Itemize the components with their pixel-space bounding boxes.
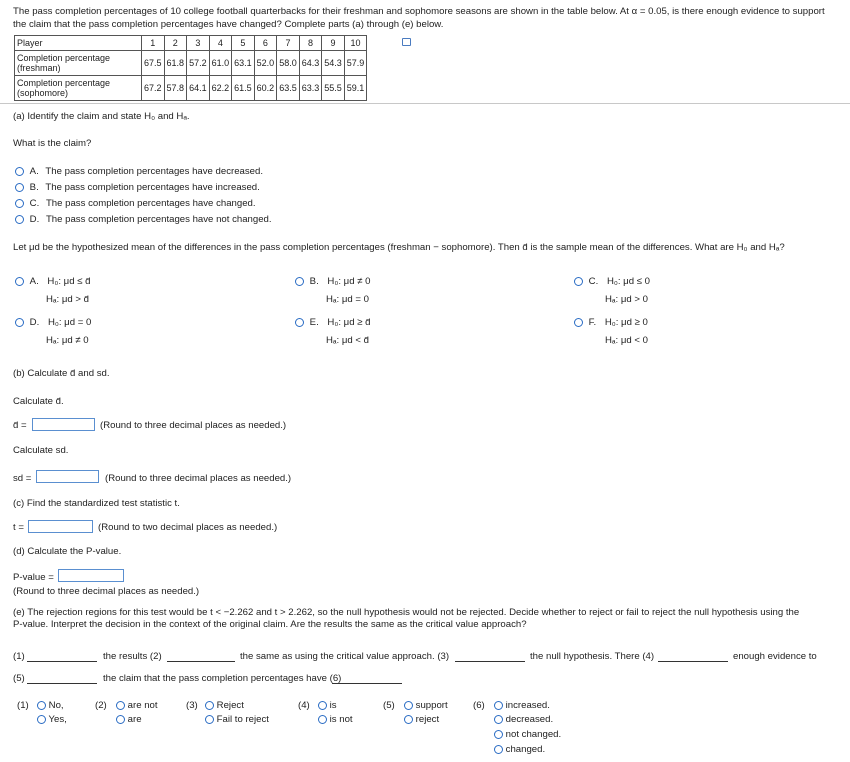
dbar-input[interactable]: [32, 418, 95, 431]
option-text: Fail to reject: [216, 714, 269, 725]
option-text: Reject: [216, 700, 244, 711]
radio-button[interactable]: [318, 715, 327, 724]
calc-dbar-label: Calculate d̄.: [13, 396, 64, 407]
t-label: t =: [13, 522, 24, 533]
radio-button[interactable]: [205, 701, 214, 710]
hyp-h0: H₀: μd ≠ 0: [327, 276, 371, 287]
table-cell: 62.2: [209, 76, 232, 101]
option-letter: C.: [29, 198, 40, 209]
table-header-label: Player: [15, 36, 142, 51]
blank-1[interactable]: [27, 652, 97, 662]
problem-intro-line2: the claim that the pass completion percentages have changed? Complete parts (a) through (e) below.: [13, 19, 444, 30]
table-cell: 8: [299, 36, 322, 51]
table-cell: 67.2: [142, 76, 165, 101]
table-cell: 60.2: [254, 76, 277, 101]
option-text: increased.: [505, 700, 550, 711]
blank-label-6: the claim that the pass completion percentages have (6): [103, 673, 342, 684]
part-e-line2: P-value. Interpret the decision in the context of the original claim. Are the results the same as the critical value approach?: [13, 619, 527, 630]
dbar-hint: (Round to three decimal places as needed.): [100, 420, 287, 431]
claim-option-c[interactable]: [15, 198, 256, 209]
table-row-sophomore: [15, 76, 367, 101]
option-letter: C.: [588, 276, 599, 287]
claim-question: What is the claim?: [13, 138, 92, 149]
hyp-h0: H₀: μd = 0: [47, 317, 92, 328]
sd-input[interactable]: [36, 470, 99, 483]
group-2-option[interactable]: [116, 700, 158, 711]
group-3-option[interactable]: [205, 714, 269, 725]
table-cell: 57.9: [344, 51, 367, 76]
pvalue-input[interactable]: [58, 569, 124, 582]
hyp-h0: H₀: μd ≥ 0: [604, 317, 648, 328]
table-cell: 61.8: [164, 51, 187, 76]
claim-option-b[interactable]: [15, 182, 260, 193]
table-cell: 64.1: [187, 76, 210, 101]
hyp-h0: H₀: μd ≥ d̄: [327, 317, 371, 328]
table-cell: 10: [344, 36, 367, 51]
group-1-option[interactable]: [37, 714, 67, 725]
radio-button[interactable]: [15, 199, 24, 208]
group-6-option[interactable]: [494, 729, 561, 740]
radio-button[interactable]: [15, 277, 24, 286]
radio-button[interactable]: [574, 318, 583, 327]
data-table: [14, 35, 367, 101]
table-cell: 58.0: [277, 51, 300, 76]
option-text: not changed.: [505, 729, 562, 740]
radio-button[interactable]: [116, 701, 125, 710]
table-cell: 3: [187, 36, 210, 51]
table-cell: 63.3: [299, 76, 322, 101]
option-text: support: [415, 700, 448, 711]
hyp-option-a[interactable]: [15, 276, 90, 287]
blank-label-1: (1): [13, 651, 25, 662]
radio-button[interactable]: [37, 701, 46, 710]
sd-hint: (Round to three decimal places as needed.): [105, 473, 292, 484]
group-4-option[interactable]: [318, 700, 337, 711]
blank-label-3: the same as using the critical value approach. (3): [240, 651, 450, 662]
radio-button[interactable]: [15, 215, 24, 224]
pvalue-hint: (Round to three decimal places as needed.): [13, 586, 200, 597]
sd-label: sd =: [13, 473, 32, 484]
group-6-option[interactable]: [494, 700, 550, 711]
t-input[interactable]: [28, 520, 93, 533]
hyp-ha: Hₐ: μd > d̄: [46, 294, 89, 305]
table-cell: 2: [164, 36, 187, 51]
option-letter: B.: [29, 182, 39, 193]
table-cell: 4: [209, 36, 232, 51]
table-cell: 59.1: [344, 76, 367, 101]
table-cell: 63.1: [232, 51, 255, 76]
table-cell: 57.2: [187, 51, 210, 76]
option-letter: A.: [29, 276, 39, 287]
blank-label-5: (5): [13, 673, 25, 684]
group-2-num: (2): [95, 700, 107, 711]
radio-button[interactable]: [404, 701, 413, 710]
table-row-label: Completion percentage (sophomore): [15, 76, 142, 101]
blank-label-2: the results (2): [103, 651, 162, 662]
option-text: are: [127, 714, 142, 725]
copy-table-icon[interactable]: [402, 38, 411, 46]
table-cell: 64.3: [299, 51, 322, 76]
table-row-label: Completion percentage (freshman): [15, 51, 142, 76]
table-cell: 52.0: [254, 51, 277, 76]
blank-label-4: the null hypothesis. There (4): [530, 651, 655, 662]
table-cell: 6: [254, 36, 277, 51]
group-1-option[interactable]: [37, 700, 64, 711]
part-e-line1: (e) The rejection regions for this test would be t < −2.262 and t > 2.262, so the null hypothesis would not be rejected. Decide whether to reject or fail to reject the null hypothesis using the: [13, 607, 800, 618]
group-1-num: (1): [17, 700, 29, 711]
blank-6[interactable]: [332, 674, 402, 684]
hypothesis-question: Let μd be the hypothesized mean of the differences in the pass completion percentages (freshman − sophomore). Then d̄ is the sample mean of the differences. What are H₀ and Hₐ?: [13, 242, 785, 253]
radio-button[interactable]: [295, 277, 304, 286]
pvalue-label: P-value =: [13, 572, 54, 583]
option-text: reject: [415, 714, 440, 725]
radio-button[interactable]: [116, 715, 125, 724]
hyp-option-b[interactable]: [295, 276, 370, 287]
group-4-num: (4): [298, 700, 310, 711]
table-cell: 54.3: [322, 51, 345, 76]
blank-2[interactable]: [167, 652, 235, 662]
group-2-option[interactable]: [116, 714, 142, 725]
group-5-num: (5): [383, 700, 395, 711]
claim-option-a[interactable]: [15, 166, 263, 177]
part-a-title: (a) Identify the claim and state H₀ and Hₐ.: [13, 111, 190, 122]
hyp-ha: Hₐ: μd ≠ 0: [46, 335, 89, 346]
table-cell: 7: [277, 36, 300, 51]
option-letter: B.: [309, 276, 319, 287]
blank-4[interactable]: [658, 652, 728, 662]
option-text: The pass completion percentages have decreased.: [45, 166, 264, 177]
radio-button[interactable]: [574, 277, 583, 286]
group-5-option[interactable]: [404, 700, 448, 711]
hyp-ha: Hₐ: μd > 0: [605, 294, 648, 305]
radio-button[interactable]: [15, 318, 24, 327]
group-4-option[interactable]: [318, 714, 353, 725]
table-cell: 1: [142, 36, 165, 51]
option-text: The pass completion percentages have increased.: [45, 182, 260, 193]
option-text: The pass completion percentages have changed.: [45, 198, 256, 209]
radio-button[interactable]: [15, 167, 24, 176]
option-text: Yes,: [48, 714, 67, 725]
divider: [0, 103, 850, 104]
calc-sd-label: Calculate sd.: [13, 445, 69, 456]
hyp-ha: Hₐ: μd < d̄: [326, 335, 369, 346]
option-letter: D.: [29, 317, 40, 328]
dbar-label: d̄ =: [13, 420, 27, 431]
part-d-title: (d) Calculate the P-value.: [13, 546, 122, 557]
hyp-option-f[interactable]: [574, 317, 648, 328]
option-text: The pass completion percentages have not changed.: [45, 214, 272, 225]
hyp-option-c[interactable]: [574, 276, 650, 287]
option-letter: F.: [588, 317, 597, 328]
option-letter: E.: [309, 317, 319, 328]
table-cell: 67.5: [142, 51, 165, 76]
hyp-ha: Hₐ: μd < 0: [605, 335, 648, 346]
table-cell: 57.8: [164, 76, 187, 101]
radio-button[interactable]: [494, 730, 503, 739]
t-hint: (Round to two decimal places as needed.): [98, 522, 278, 533]
radio-button[interactable]: [404, 715, 413, 724]
radio-button[interactable]: [295, 318, 304, 327]
radio-button[interactable]: [494, 715, 503, 724]
table-cell: 63.5: [277, 76, 300, 101]
radio-button[interactable]: [37, 715, 46, 724]
group-3-option[interactable]: [205, 700, 244, 711]
radio-button[interactable]: [494, 745, 503, 754]
radio-button[interactable]: [205, 715, 214, 724]
group-6-option[interactable]: [494, 744, 545, 755]
radio-button[interactable]: [494, 701, 503, 710]
table-cell: 61.0: [209, 51, 232, 76]
option-text: decreased.: [505, 714, 554, 725]
hyp-h0: H₀: μd ≤ 0: [606, 276, 650, 287]
blank-5[interactable]: [27, 674, 97, 684]
table-row-freshman: [15, 51, 367, 76]
part-b-title: (b) Calculate d̄ and sd.: [13, 368, 110, 379]
option-text: changed.: [505, 744, 546, 755]
hyp-option-e[interactable]: [295, 317, 370, 328]
group-3-num: (3): [186, 700, 198, 711]
option-text: are not: [127, 700, 158, 711]
hyp-option-d[interactable]: [15, 317, 91, 328]
blank-label-4-tail: enough evidence to: [733, 651, 817, 662]
group-6-num: (6): [473, 700, 485, 711]
table-header-row: [15, 36, 367, 51]
table-cell: 5: [232, 36, 255, 51]
part-c-title: (c) Find the standardized test statistic t.: [13, 498, 180, 509]
option-letter: D.: [29, 214, 40, 225]
table-cell: 9: [322, 36, 345, 51]
table-cell: 55.5: [322, 76, 345, 101]
claim-option-d[interactable]: [15, 214, 272, 225]
radio-button[interactable]: [15, 183, 24, 192]
problem-intro-line1: The pass completion percentages of 10 college football quarterbacks for their freshman and sophomore seasons are shown in the table below. At α = 0.05, is there enough evidence to support: [13, 6, 825, 17]
hyp-ha: Hₐ: μd = 0: [326, 294, 369, 305]
group-6-option[interactable]: [494, 714, 553, 725]
group-5-option[interactable]: [404, 714, 439, 725]
radio-button[interactable]: [318, 701, 327, 710]
hyp-h0: H₀: μd ≤ d̄: [47, 276, 91, 287]
blank-3[interactable]: [455, 652, 525, 662]
option-letter: A.: [29, 166, 39, 177]
option-text: is not: [329, 714, 353, 725]
option-text: is: [329, 700, 337, 711]
table-cell: 61.5: [232, 76, 255, 101]
option-text: No,: [48, 700, 64, 711]
